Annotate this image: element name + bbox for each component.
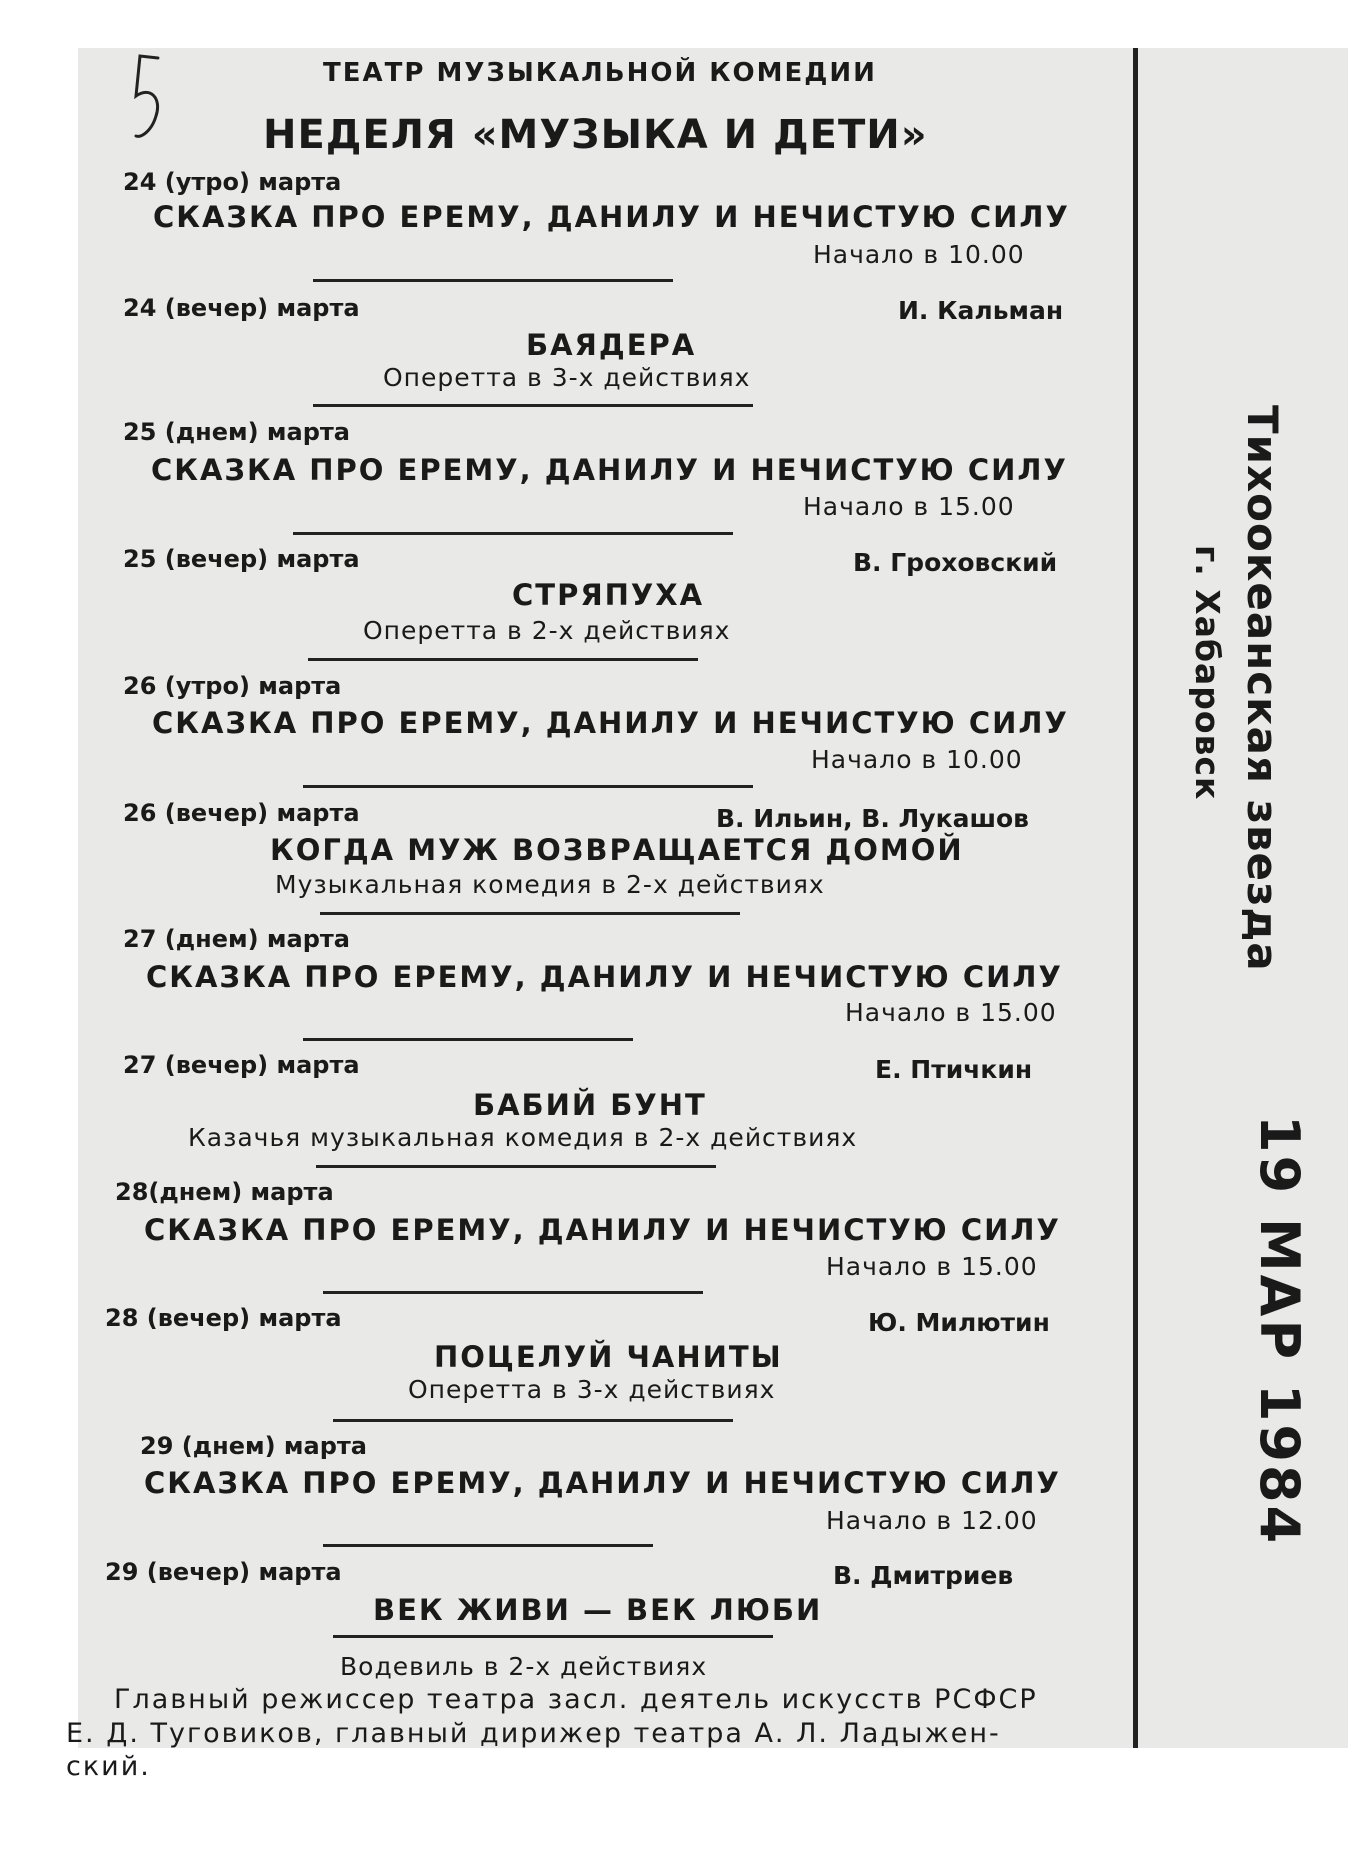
event-title: БАБИЙ БУНТ [473,1088,707,1122]
newspaper-name: Тихоокеанская звезда [1238,405,1287,972]
event-start-time: Начало в 15.00 [803,492,1015,521]
event-date: 25 (вечер) марта [123,545,360,573]
event-author: И. Кальман [898,296,1064,325]
event-description: Водевиль в 2-х действиях [340,1652,708,1681]
event-title: СКАЗКА ПРО ЕРЕМУ, ДАНИЛУ И НЕЧИСТУЮ СИЛУ [152,706,1069,740]
event-author: В. Ильин, В. Лукашов [716,804,1029,833]
event-date: 29 (днем) марта [140,1432,368,1460]
separator-rule [303,785,753,788]
week-title: НЕДЕЛЯ «МУЗЫКА И ДЕТИ» [263,112,928,158]
event-start-time: Начало в 12.00 [826,1506,1038,1535]
date-stamp: 19 МАР 1984 [1248,1115,1311,1547]
separator-rule [313,404,753,407]
event-date: 28(днем) марта [115,1178,334,1206]
event-description: Музыкальная комедия в 2-х действиях [275,870,825,899]
event-title: СКАЗКА ПРО ЕРЕМУ, ДАНИЛУ И НЕЧИСТУЮ СИЛУ [153,200,1070,234]
separator-rule [323,1291,703,1294]
separator-rule [316,1165,716,1168]
event-start-time: Начало в 10.00 [813,240,1025,269]
theatre-heading: ТЕАТР МУЗЫКАЛЬНОЙ КОМЕДИИ [323,58,877,88]
separator-rule [293,532,733,535]
event-date: 26 (вечер) марта [123,799,360,827]
event-date: 26 (утро) марта [123,672,342,700]
event-title: КОГДА МУЖ ВОЗВРАЩАЕТСЯ ДОМОЙ [270,833,964,867]
event-author: В. Дмитриев [833,1561,1014,1590]
event-title: БАЯДЕРА [526,328,697,362]
event-start-time: Начало в 15.00 [845,998,1057,1027]
event-title: ВЕК ЖИВИ — ВЕК ЛЮБИ [373,1593,823,1627]
event-date: 24 (утро) марта [123,168,342,196]
event-author: Е. Птичкин [875,1055,1033,1084]
event-title: СКАЗКА ПРО ЕРЕМУ, ДАНИЛУ И НЕЧИСТУЮ СИЛУ [144,1466,1061,1500]
event-title: СКАЗКА ПРО ЕРЕМУ, ДАНИЛУ И НЕЧИСТУЮ СИЛУ [151,453,1068,487]
newspaper-city: г. Хабаровск [1188,545,1227,801]
event-title: СКАЗКА ПРО ЕРЕМУ, ДАНИЛУ И НЕЧИСТУЮ СИЛУ [146,960,1063,994]
credits-line-1: Главный режиссер театра засл. деятель искусств РСФСР [114,1684,1038,1715]
event-title: СТРЯПУХА [512,578,705,612]
event-date: 28 (вечер) марта [105,1304,342,1332]
event-description: Оперетта в 3-х действиях [383,363,751,392]
event-date: 29 (вечер) марта [105,1558,342,1586]
separator-rule [313,279,673,282]
separator-rule [320,912,740,915]
event-start-time: Начало в 10.00 [811,745,1023,774]
event-date: 27 (днем) марта [123,925,351,953]
column-divider [1133,48,1138,1748]
separator-rule [303,1038,633,1041]
separator-rule [333,1419,733,1422]
event-author: Ю. Милютин [868,1308,1050,1337]
credits-line-3: ский. [66,1751,151,1782]
separator-rule [323,1544,653,1547]
event-title: СКАЗКА ПРО ЕРЕМУ, ДАНИЛУ И НЕЧИСТУЮ СИЛУ [144,1213,1061,1247]
event-date: 24 (вечер) марта [123,294,360,322]
playbill-column [66,48,1133,1782]
event-description: Казачья музыкальная комедия в 2-х действиях [188,1123,858,1152]
event-description: Оперетта в 3-х действиях [408,1375,776,1404]
event-author: В. Гроховский [853,548,1058,577]
event-start-time: Начало в 15.00 [826,1252,1038,1281]
event-date: 27 (вечер) марта [123,1051,360,1079]
separator-rule [333,1635,773,1638]
credits-line-2: Е. Д. Туговиков, главный дирижер театра А. Л. Ладыжен- [66,1718,1001,1749]
event-title: ПОЦЕЛУЙ ЧАНИТЫ [434,1340,783,1374]
separator-rule [308,658,698,661]
event-description: Оперетта в 2-х действиях [363,616,731,645]
event-date: 25 (днем) марта [123,418,351,446]
